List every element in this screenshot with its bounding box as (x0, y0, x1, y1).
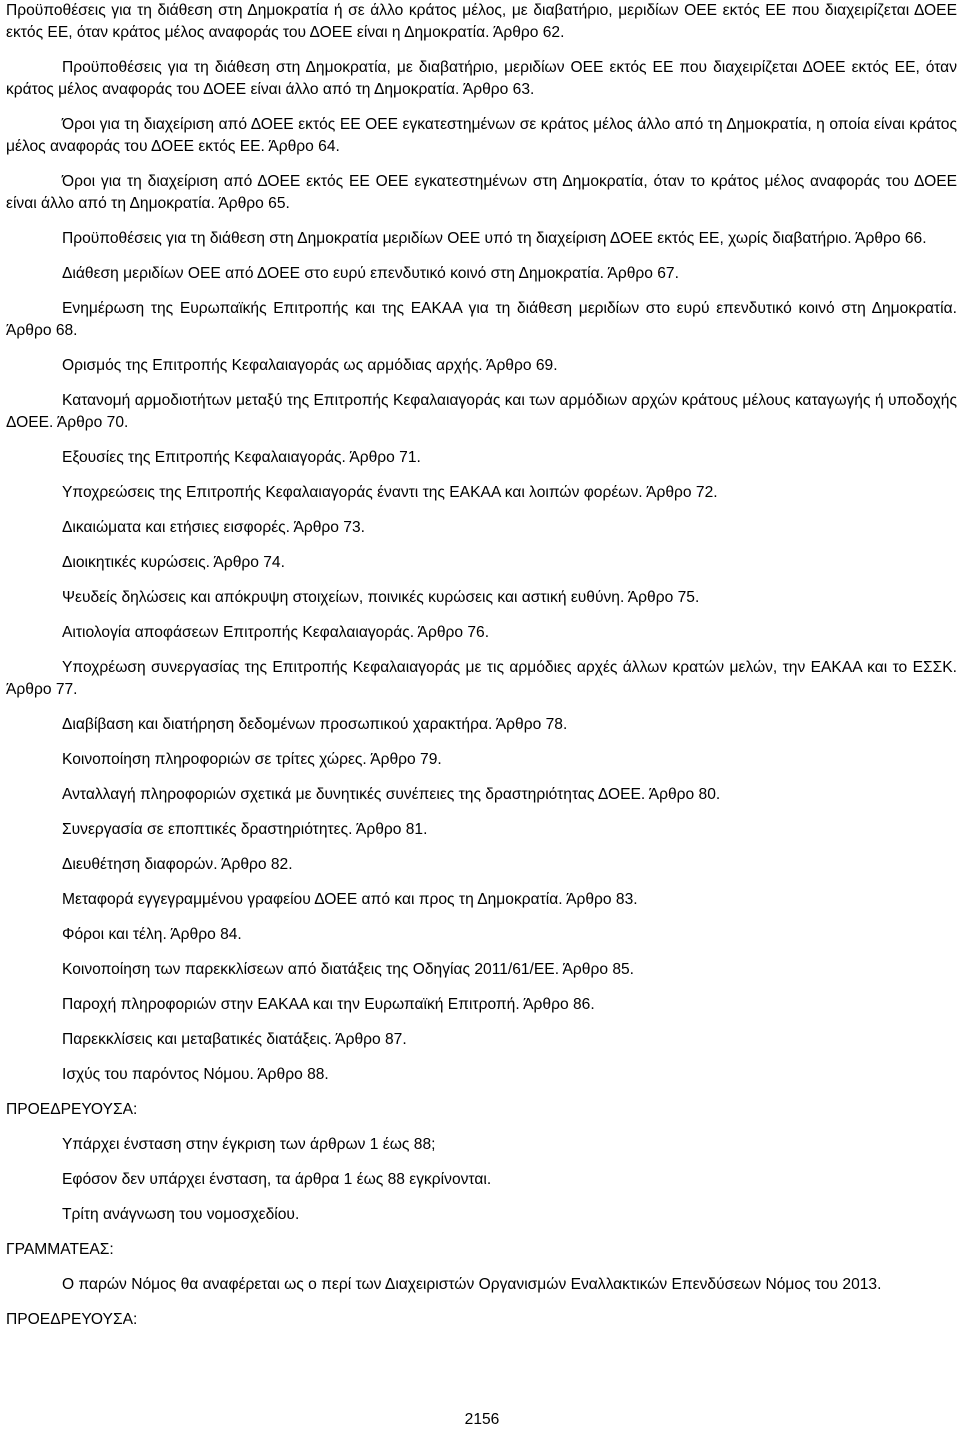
speaker-label-chair-2: ΠΡΟΕΔΡΕΥΟΥΣΑ: (6, 1311, 138, 1328)
article-76-summary: Αιτιολογία αποφάσεων Επιτροπής Κεφαλαιαγοράς. Άρθρο 76. (62, 624, 490, 641)
article-84-summary: Φόροι και τέλη. Άρθρο 84. (62, 926, 242, 943)
article-72-summary: Υποχρεώσεις της Επιτροπής Κεφαλαιαγοράς έναντι της ΕΑΚΑΑ και λοιπών φορέων. Άρθρο 72. (62, 484, 718, 501)
document-page (6, 0, 957, 1331)
speaker-label-chair: ΠΡΟΕΔΡΕΥΟΥΣΑ: (6, 1101, 138, 1118)
page-number: 2156 (464, 1411, 500, 1428)
article-69-summary: Ορισμός της Επιτροπής Κεφαλαιαγοράς ως αρμόδιας αρχής. Άρθρο 69. (62, 357, 558, 374)
speaker-label-secretary: ΓΡΑΜΜΑΤΕΑΣ: (6, 1241, 114, 1258)
article-71-summary: Εξουσίες της Επιτροπής Κεφαλαιαγοράς. Άρθρο 71. (62, 449, 421, 466)
page-footer (0, 1410, 960, 1430)
article-80-summary: Ανταλλαγή πληροφοριών σχετικά με δυνητικές συνέπειες της δραστηριότητας ΔΟΕΕ. Άρθρο 80. (62, 786, 721, 803)
article-75-summary: Ψευδείς δηλώσεις και απόκρυψη στοιχείων, ποινικές κυρώσεις και αστική ευθύνη. Άρθρο 75. (62, 589, 700, 606)
article-66-summary: Προϋποθέσεις για τη διάθεση στη Δημοκρατία μεριδίων ΟΕΕ υπό τη διαχείριση ΔΟΕΕ εκτός ΕΕ, χωρίς διαβατήριο. Άρθρο 66. (62, 230, 927, 247)
article-70-summary: Κατανομή αρμοδιοτήτων μεταξύ της Επιτροπής Κεφαλαιαγοράς και των αρμόδιων αρχών κράτους μέλους καταγωγής ή υποδοχής ΔΟΕΕ. Άρθρο 70. (6, 392, 957, 431)
article-67-summary: Διάθεση μεριδίων ΟΕΕ από ΔΟΕΕ στο ευρύ επενδυτικό κοινό στη Δημοκρατία. Άρθρο 67. (62, 265, 679, 282)
article-65-summary: Όροι για τη διαχείριση από ΔΟΕΕ εκτός ΕΕ ΟΕΕ εγκατεστημένων στη Δημοκρατία, όταν το κράτος μέλος αναφοράς του ΔΟΕΕ είναι άλλο από τη Δημοκρατία. Άρθρο 65. (6, 173, 957, 212)
article-62-summary: Προϋποθέσεις για τη διάθεση στη Δημοκρατία ή σε άλλο κράτος μέλος, με διαβατήριο, μεριδίων ΟΕΕ εκτός ΕΕ που διαχειρίζεται ΔΟΕΕ εκτός ΕΕ, όταν κράτος μέλος αναφοράς του ΔΟΕΕ είναι η Δημοκρατία. Άρθρο 62. (6, 2, 957, 41)
article-73-summary: Δικαιώματα και ετήσιες εισφορές. Άρθρο 73. (62, 519, 365, 536)
chair-statement-approved: Εφόσον δεν υπάρχει ένσταση, τα άρθρα 1 έως 88 εγκρίνονται. (62, 1171, 492, 1188)
article-87-summary: Παρεκκλίσεις και μεταβατικές διατάξεις. Άρθρο 87. (62, 1031, 407, 1048)
secretary-statement-law-title: Ο παρών Νόμος θα αναφέρεται ως ο περί των Διαχειριστών Οργανισμών Εναλλακτικών Επενδύσεων Νόμος του 2013. (62, 1276, 882, 1293)
article-83-summary: Μεταφορά εγγεγραμμένου γραφείου ΔΟΕΕ από και προς τη Δημοκρατία. Άρθρο 83. (62, 891, 638, 908)
article-79-summary: Κοινοποίηση πληροφοριών σε τρίτες χώρες. Άρθρο 79. (62, 751, 442, 768)
article-86-summary: Παροχή πληροφοριών στην ΕΑΚΑΑ και την Ευρωπαϊκή Επιτροπή. Άρθρο 86. (62, 996, 595, 1013)
article-82-summary: Διευθέτηση διαφορών. Άρθρο 82. (62, 856, 293, 873)
article-85-summary: Κοινοποίηση των παρεκκλίσεων από διατάξεις της Οδηγίας 2011/61/ΕΕ. Άρθρο 85. (62, 961, 635, 978)
article-74-summary: Διοικητικές κυρώσεις. Άρθρο 74. (62, 554, 285, 571)
article-78-summary: Διαβίβαση και διατήρηση δεδομένων προσωπικού χαρακτήρα. Άρθρο 78. (62, 716, 568, 733)
article-63-summary: Προϋποθέσεις για τη διάθεση στη Δημοκρατία, με διαβατήριο, μεριδίων ΟΕΕ εκτός ΕΕ που διαχειρίζεται ΔΟΕΕ εκτός ΕΕ, όταν κράτος μέλος αναφοράς του ΔΟΕΕ είναι άλλο από τη Δημοκρατία. Άρθρο 63. (6, 59, 957, 98)
article-68-summary: Ενημέρωση της Ευρωπαϊκής Επιτροπής και της ΕΑΚΑΑ για τη διάθεση μεριδίων στο ευρύ επενδυτικό κοινό στη Δημοκρατία. Άρθρο 68. (6, 300, 957, 339)
chair-statement-objection: Υπάρχει ένσταση στην έγκριση των άρθρων 1 έως 88; (62, 1136, 436, 1153)
chair-statement-third-reading: Τρίτη ανάγνωση του νομοσχεδίου. (62, 1206, 300, 1223)
article-64-summary: Όροι για τη διαχείριση από ΔΟΕΕ εκτός ΕΕ ΟΕΕ εγκατεστημένων σε κράτος μέλος άλλο από τη Δημοκρατία, η οποία είναι κράτος μέλος αναφοράς του ΔΟΕΕ εκτός ΕΕ. Άρθρο 64. (6, 116, 957, 155)
article-81-summary: Συνεργασία σε εποπτικές δραστηριότητες. Άρθρο 81. (62, 821, 428, 838)
article-77-summary: Υποχρέωση συνεργασίας της Επιτροπής Κεφαλαιαγοράς με τις αρμόδιες αρχές άλλων κρατών μελών, την ΕΑΚΑΑ και το ΕΣΣΚ. Άρθρο 77. (6, 659, 957, 698)
article-88-summary: Ισχύς του παρόντος Νόμου. Άρθρο 88. (62, 1066, 329, 1083)
